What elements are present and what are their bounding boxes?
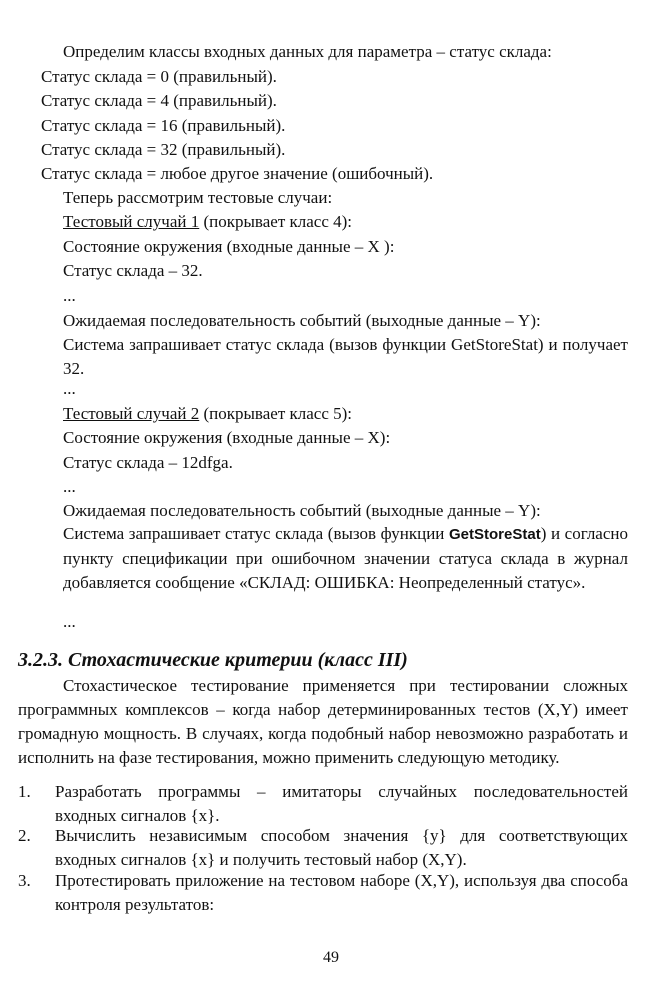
- test-case-1-covers: (покрывает класс 4):: [199, 212, 353, 231]
- class-line: Статус склада = любое другое значение (ошибочный).: [41, 164, 434, 183]
- result-text: Система запрашивает статус склада (вызов функции: [63, 524, 450, 543]
- section-paragraph: Стохастическое тестирование применяется при тестировании сложных программных комплексов – когда набор детерминированных тестов (X,Y) имеет громадную мощность. В случаях, когда подобный набор невозможно разработать и исполнить на фазе тестирования, можно применить следующую методику.: [18, 676, 628, 767]
- test-case-1-expected: Ожидаемая последовательность событий (выходные данные – Y):: [63, 311, 541, 330]
- class-line: Статус склада = 0 (правильный).: [41, 67, 277, 86]
- list-item-number: 1.: [18, 782, 31, 801]
- test-case-2-expected: Ожидаемая последовательность событий (выходные данные – Y):: [63, 501, 541, 520]
- page-number: 49: [323, 949, 339, 966]
- class-line: Статус склада = 32 (правильный).: [41, 140, 286, 159]
- list-item: Разработать программы – имитаторы случайных последовательностей входных сигналов {x}.: [55, 782, 628, 825]
- ellipsis: ...: [63, 612, 76, 631]
- list-item-number: 3.: [18, 871, 31, 890]
- test-case-2-result: [63, 522, 628, 595]
- ellipsis: ...: [63, 379, 76, 398]
- class-line: Статус склада = 16 (правильный).: [41, 116, 286, 135]
- class-line: Статус склада = 4 (правильный).: [41, 91, 277, 110]
- test-case-1-env: Состояние окружения (входные данные – X ):: [63, 237, 395, 256]
- function-name: GetStoreStat: [449, 526, 541, 543]
- list-item: Протестировать приложение на тестовом наборе (X,Y), используя два способа контроля результатов:: [55, 871, 628, 914]
- test-case-2-covers: (покрывает класс 5):: [199, 404, 353, 423]
- result-text: ) и согласно пункту спецификации при ошибочном значении статуса склада в журнал добавляется сообщение «СКЛАД: ОШИБКА: Неопределенный статус».: [63, 524, 628, 592]
- test-case-1-result: Система запрашивает статус склада (вызов функции GetStoreStat) и получает 32.: [63, 335, 628, 378]
- list-item-number: 2.: [18, 826, 31, 845]
- test-case-1-status: Статус склада – 32.: [63, 261, 203, 280]
- test-case-2-env: Состояние окружения (входные данные – X):: [63, 428, 391, 447]
- tests-intro: Теперь рассмотрим тестовые случаи:: [63, 188, 333, 207]
- list-item: Вычислить независимым способом значения {y} для соответствующих входных сигналов {x} и получить тестовый набор (X,Y).: [55, 826, 628, 869]
- test-case-2-status: Статус склада – 12dfga.: [63, 453, 233, 472]
- section-heading: 3.2.3. Стохастические критерии (класс III): [18, 649, 408, 671]
- ellipsis: ...: [63, 477, 76, 496]
- test-case-1-title: [63, 210, 352, 234]
- test-case-2-title: [63, 402, 352, 426]
- ellipsis: ...: [63, 286, 76, 305]
- test-case-2-label: Тестовый случай 2: [63, 404, 200, 423]
- test-case-1-label: Тестовый случай 1: [63, 212, 200, 231]
- intro-line: Определим классы входных данных для параметра – статус склада:: [63, 42, 552, 61]
